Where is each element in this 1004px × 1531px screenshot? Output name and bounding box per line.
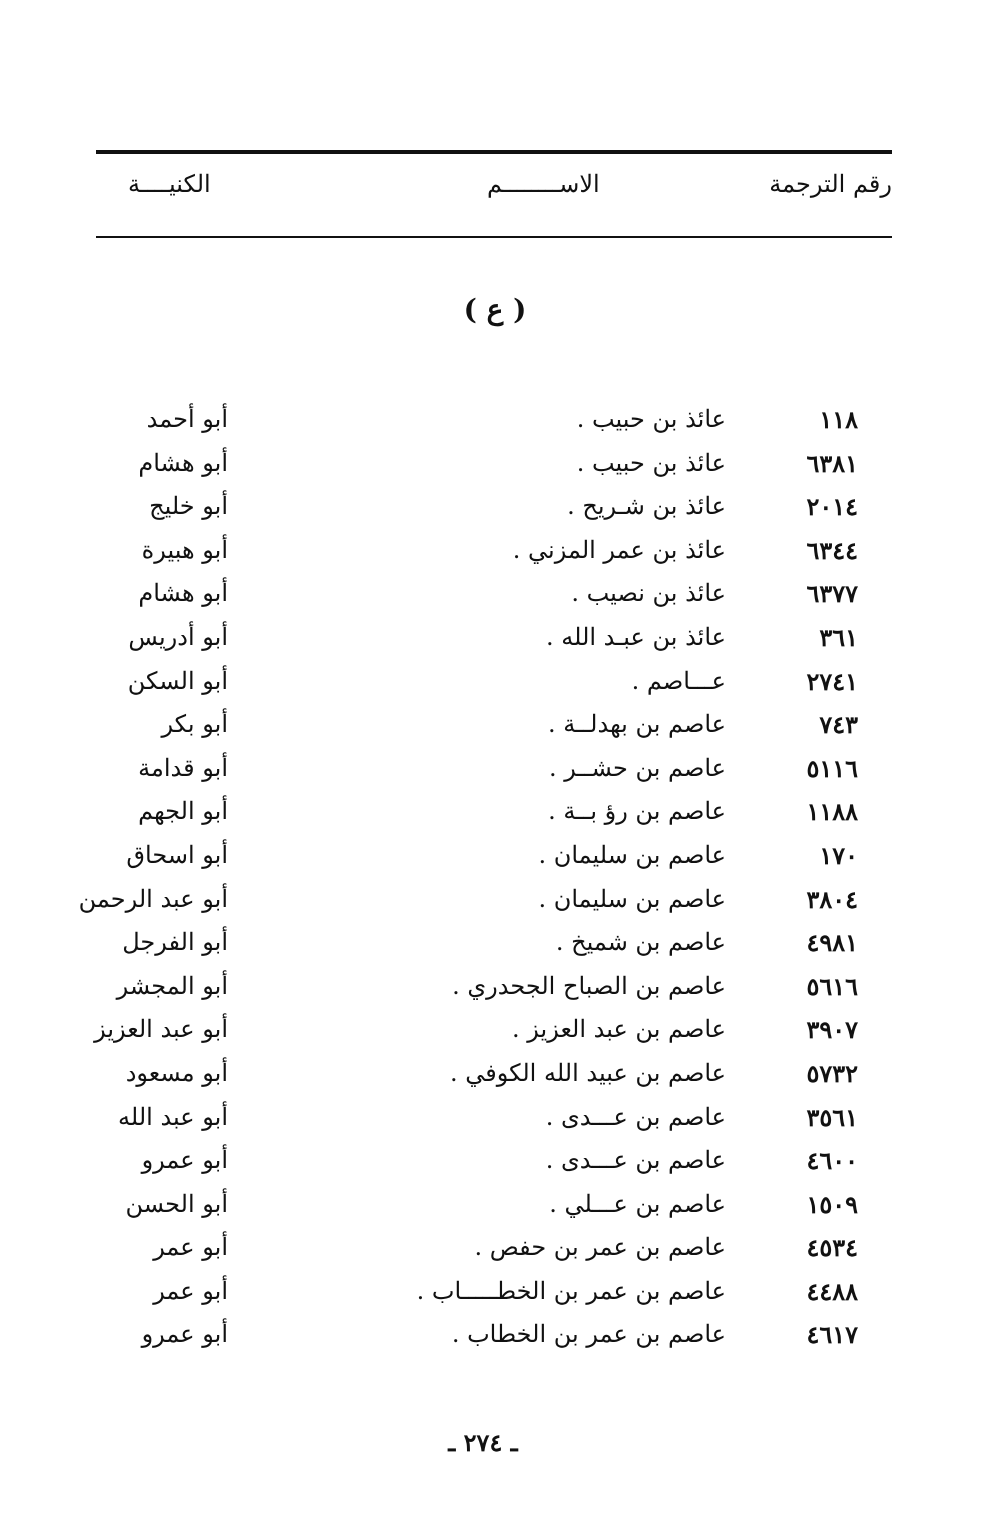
table-row: [0, 1015, 1004, 1059]
entry-name: عائذ بن حبيب .: [576, 405, 726, 433]
page-number: ـ ٢٧٤ ـ: [448, 1428, 518, 1457]
entry-kunya: أبو عبد العزيز: [94, 1015, 228, 1044]
entry-number: ٣٩٠٧: [806, 1015, 858, 1045]
table-row: [0, 797, 1004, 841]
entry-name: عاصم بن سليمان .: [538, 884, 726, 913]
table-row: [0, 754, 1004, 798]
entry-name: عائذ بن شـريح .: [567, 492, 726, 521]
column-header-number: رقم الترجمة: [769, 170, 892, 198]
entry-number: ٢٠١٤: [806, 492, 858, 522]
entry-name: عاصم بن عـــدى .: [545, 1102, 726, 1131]
entry-kunya: أبو الحسن: [125, 1189, 228, 1218]
entry-name: عائذ بن عبـد الله .: [546, 622, 726, 651]
entry-name: عائذ بن حبيب .: [576, 448, 726, 477]
entry-number: ٥٧٣٢: [806, 1058, 858, 1088]
table-row: [0, 928, 1004, 972]
entry-number: ٢٧٤١: [806, 666, 858, 696]
entry-name: عاصم بن حشــر .: [549, 753, 726, 782]
entry-kunya: أبو خليج: [149, 492, 228, 521]
entry-name: عاصم بن الصباح الجحدري .: [452, 971, 726, 1000]
entry-kunya: أبو عمر: [153, 1233, 228, 1262]
section-letter: ( ع ): [463, 293, 527, 326]
table-row: [0, 972, 1004, 1016]
header-bottom-rule: [96, 236, 892, 238]
entry-kunya: أبو عمر: [153, 1276, 228, 1305]
entry-kunya: أبو السكن: [127, 666, 228, 695]
entry-number: ١٧٠: [819, 840, 858, 870]
entry-number: ٧٤٣: [819, 710, 858, 740]
entry-kunya: أبو أدريس: [128, 622, 228, 651]
entry-name: عـــاصم .: [631, 666, 726, 695]
table-row: [0, 710, 1004, 754]
table-row: [0, 1146, 1004, 1190]
entry-name: عائذ بن نصيب .: [571, 579, 726, 608]
entry-name: عاصم بن سليمان .: [538, 840, 726, 869]
entry-number: ٦٣٧٧: [806, 579, 858, 609]
header-top-rule: [96, 150, 892, 154]
entry-kunya: أبو قدامة: [138, 753, 228, 782]
entry-name: عاصم بن شميخ .: [555, 928, 726, 957]
entry-name: عاصم بن عـــلي .: [549, 1189, 726, 1218]
entry-kunya: أبو عبد الرحمن: [78, 884, 228, 913]
entry-name: عاصم بن عـــدى .: [545, 1146, 726, 1175]
table-row: [0, 1277, 1004, 1321]
entry-number: ٦٣٤٤: [806, 535, 858, 565]
entry-number: ٣٥٦١: [806, 1102, 858, 1132]
table-row: [0, 841, 1004, 885]
entry-number: ٤٥٣٤: [806, 1233, 858, 1263]
table-row: [0, 1320, 1004, 1364]
entry-number: ٣٦١: [819, 622, 858, 652]
entry-number: ٦٣٨١: [806, 448, 858, 478]
entry-kunya: أبو عمرو: [141, 1320, 228, 1349]
table-row: [0, 885, 1004, 929]
column-header-name: الاســــــــم: [487, 170, 600, 198]
entry-number: ٤٩٨١: [806, 928, 858, 958]
entry-name: عاصم بن عمر بن حفص .: [474, 1233, 726, 1262]
entry-number: ٤٦٠٠: [806, 1146, 858, 1176]
entry-name: عاصم بن رؤ بــة .: [548, 797, 726, 826]
entry-kunya: أبو بكر: [161, 710, 228, 739]
entry-kunya: أبو هشام: [138, 448, 228, 477]
entry-name: عاصم بن عبيد الله الكوفي .: [449, 1058, 726, 1087]
entry-kunya: أبو الفرجل: [122, 928, 228, 957]
entry-number: ٤٦١٧: [806, 1320, 858, 1350]
column-header-kunya: الكنيــــة: [128, 170, 211, 198]
table-row: [0, 1059, 1004, 1103]
entry-number: ٥٦١٦: [806, 971, 858, 1001]
entry-number: ٤٤٨٨: [806, 1276, 858, 1306]
entry-kunya: أبو أحمد: [146, 405, 228, 433]
entries-table: [0, 405, 1004, 1364]
entry-number: ٥١١٦: [806, 753, 858, 783]
entry-kunya: أبو عبد الله: [118, 1102, 228, 1131]
entry-name: عائذ بن عمر المزني .: [512, 535, 726, 564]
table-row: [0, 1190, 1004, 1234]
table-row: [0, 449, 1004, 493]
entry-kunya: أبو المجشر: [116, 971, 228, 1000]
entry-number: ١١٨: [819, 405, 858, 434]
entry-name: عاصم بن عبد العزيز .: [512, 1015, 726, 1044]
entry-number: ١١٨٨: [806, 797, 858, 827]
table-row: [0, 405, 1004, 449]
entry-kunya: أبو عمرو: [141, 1146, 228, 1175]
table-row: [0, 667, 1004, 711]
entry-kunya: أبو اسحاق: [126, 840, 228, 869]
entry-kunya: أبو هشام: [138, 579, 228, 608]
entry-name: عاصم بن عمر بن الخطاب .: [451, 1320, 726, 1349]
entry-kunya: أبو هبيرة: [141, 535, 228, 564]
table-row: [0, 579, 1004, 623]
table-row: [0, 536, 1004, 580]
entry-kunya: أبو مسعود: [125, 1058, 228, 1087]
table-row: [0, 623, 1004, 667]
entry-name: عاصم بن بهدلــة .: [547, 710, 726, 739]
entry-number: ٣٨٠٤: [806, 884, 858, 914]
table-row: [0, 1233, 1004, 1277]
table-row: [0, 1103, 1004, 1147]
table-row: [0, 492, 1004, 536]
entry-number: ١٥٠٩: [806, 1189, 858, 1219]
entry-name: عاصم بن عمر بن الخطـــــاب .: [416, 1276, 726, 1305]
entry-kunya: أبو الجهم: [138, 797, 228, 826]
